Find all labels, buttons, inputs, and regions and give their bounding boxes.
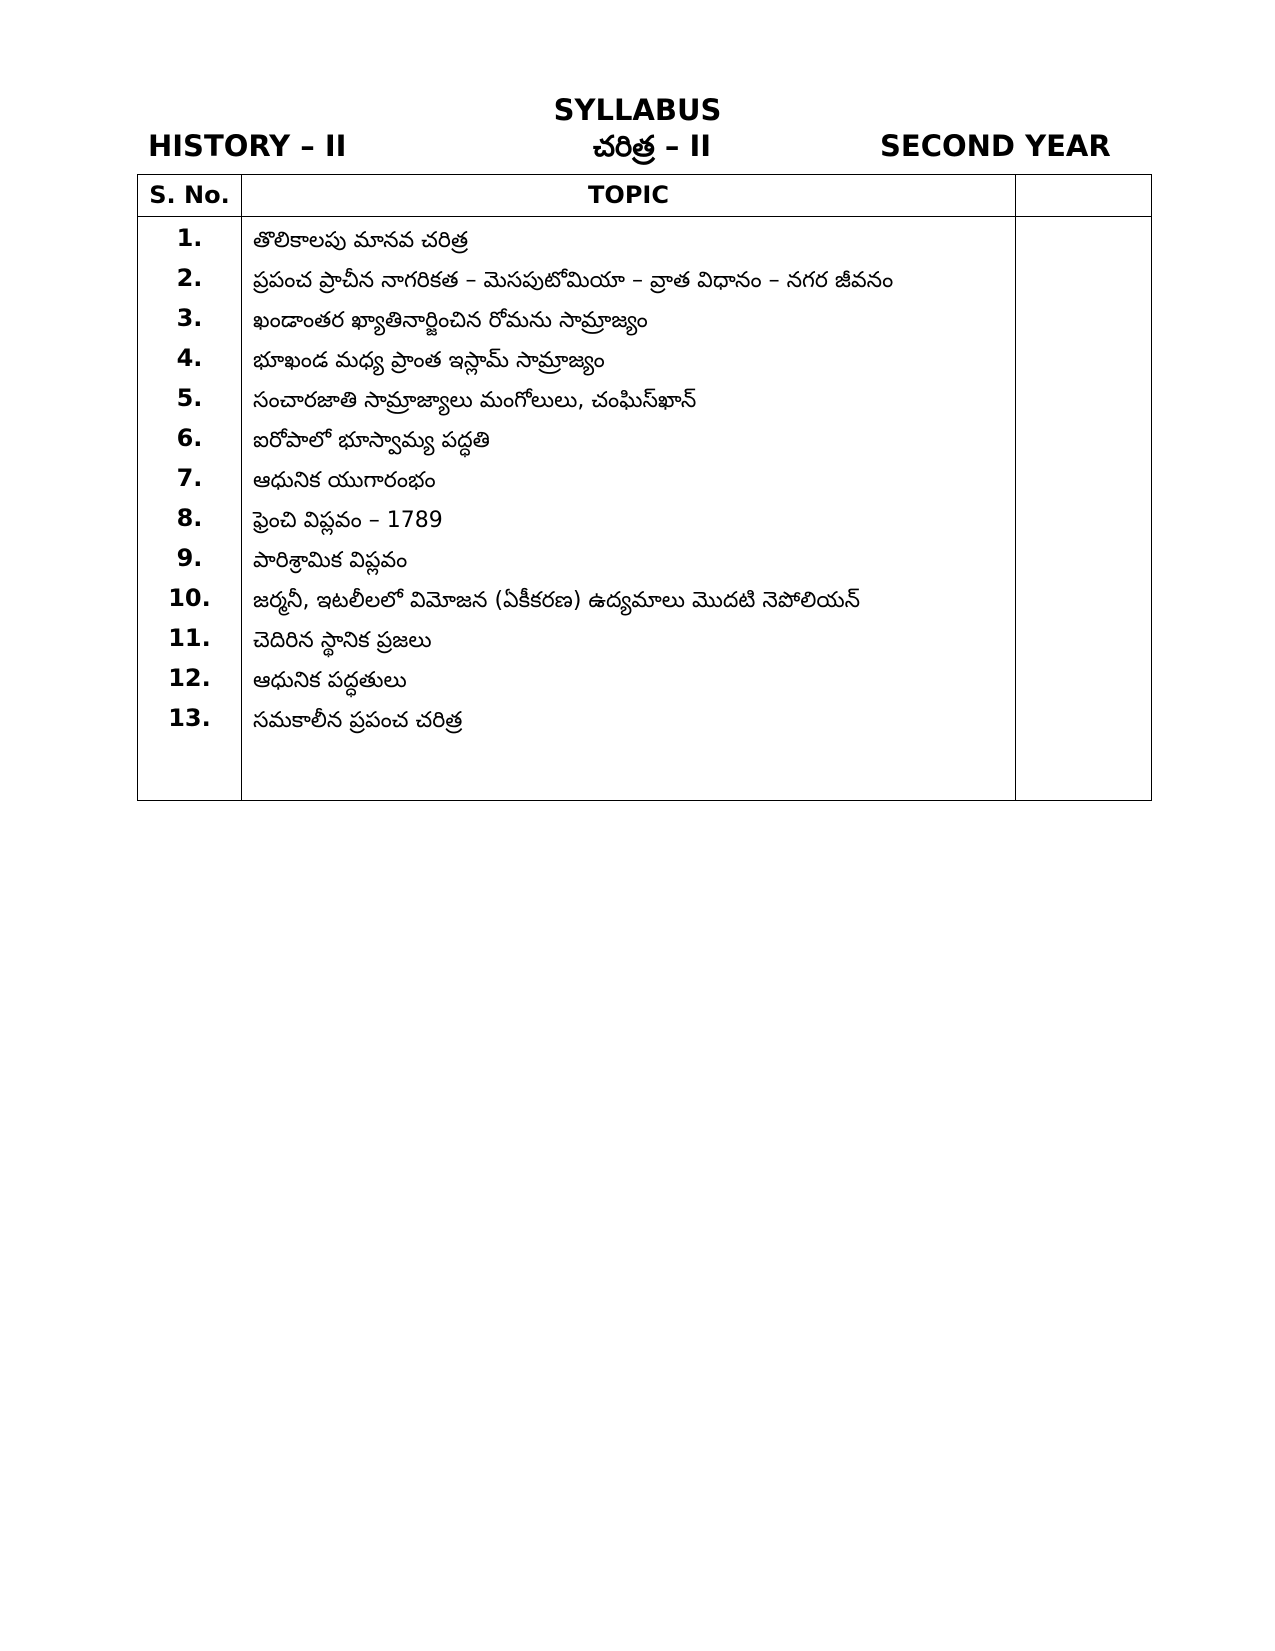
header-sno: S. No. [138,175,242,217]
topic-item: ఐరోపాలో భూస్వామ్య పద్ధతి [253,428,490,453]
sno-item: 10. [168,584,211,612]
topic-item: ఫ్రెంచి విప్లవం – 1789 [253,508,443,533]
extra-column [1016,217,1152,801]
table-body-row [138,217,1152,801]
sno-item: 12. [168,664,211,692]
topic-column [242,217,1016,801]
topic-item: పారిశ్రామిక విప్లవం [253,548,408,573]
topic-item: చెదిరిన స్థానిక ప్రజలు [253,628,432,653]
sno-item: 9. [176,544,203,572]
sno-item: 6. [176,424,203,452]
header-topic: TOPIC [242,175,1016,217]
topic-item: ప్రపంచ ప్రాచీన నాగరికత – మెసపుటోమియా – వ్రాత విధానం – నగర జీవనం [253,268,894,293]
subject-telugu: చరిత్ర – II [593,129,712,163]
sno-item: 7. [176,464,203,492]
sno-item: 11. [168,624,211,652]
sno-item: 13. [168,704,211,732]
topic-item: ఆధునిక పద్ధతులు [253,668,407,693]
topic-item: తొలికాలపు మానవ చరిత్ర [253,228,469,253]
syllabus-table [137,174,1152,801]
sno-item: 5. [176,384,203,412]
topic-item: ఖండాంతర ఖ్యాతినార్జించిన రోమను సామ్రాజ్యం [253,308,648,333]
topic-item: సంచారజాతి సామ్రాజ్యాలు మంగోలులు, చంఘిస్‌ఖాన్ [253,388,697,413]
subject-english: HISTORY – II [148,129,347,163]
year-label: SECOND YEAR [880,129,1111,163]
sno-item: 8. [176,504,203,532]
sno-item: 4. [176,344,203,372]
topic-item: భూఖండ మధ్య ప్రాంత ఇస్లామ్ సామ్రాజ్యం [253,348,605,373]
topic-item: సమకాలీన ప్రపంచ చరిత్ర [253,708,463,733]
sno-item: 2. [176,264,203,292]
sno-column [138,217,242,801]
document-title: SYLLABUS [553,93,722,127]
topic-item: జర్మనీ, ఇటలీలలో విమోజన (ఏకీకరణ) ఉద్యమాలు మొదటి నెపోలియన్ [253,588,861,613]
sno-item: 3. [176,304,203,332]
sno-item: 1. [176,224,203,252]
header-extra [1016,175,1152,217]
topic-item: ఆధునిక యుగారంభం [253,468,436,493]
table-header-row [138,175,1152,217]
